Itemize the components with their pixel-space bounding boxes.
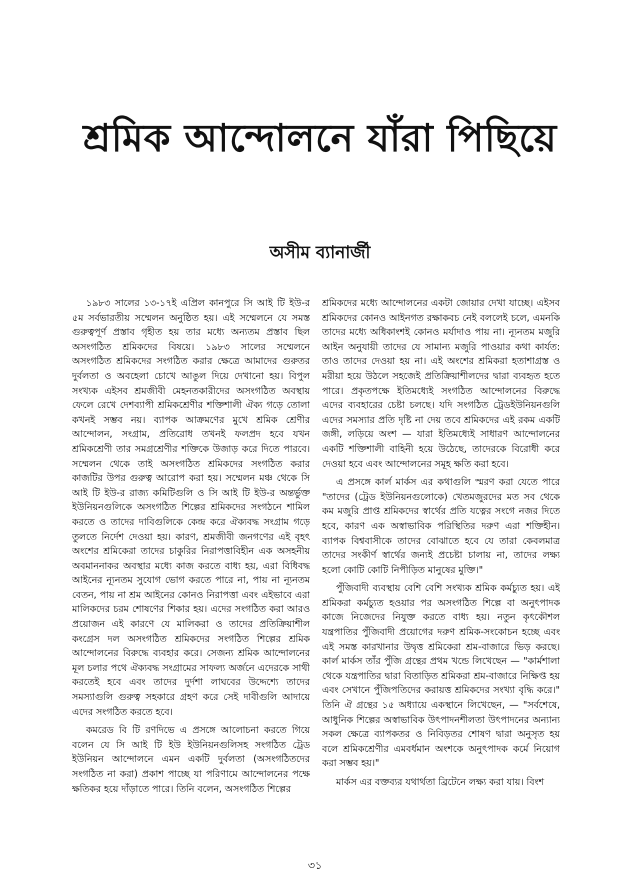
article-title: শ্রমিক আন্দোলনে যাঁরা পিছিয়ে (83, 115, 557, 160)
paragraph: এ প্রসঙ্গে কার্ল মার্কস এর কথাগুলি স্মরণ করা যেতে পারে "তাদের (ট্রেড ইউনিয়নগুলোকে) খেতমজুরদের মত সব থেকে কম মজুরি প্রাপ্ত শ্রমিকদের স্বার্থের প্রতি যত্নের সংগে নজর দিতে হবে, কারণ এক অস্বাভাবিক পরিস্থিতির দরুণ এরা শক্তিহীন।ব্যাপক বিশ্ববাসীকে তাদের বোঝাতে হবে যে তারা কেবলমাত্র তাদের সংকীর্ণ স্বার্থের জন্যই প্রচেষ্টা চালায় না, তাদের লক্ষ্য হলো কোটি কোটি নিপীড়িত মানুষের মুক্তি।" (322, 477, 560, 576)
page-number: ৩১ (307, 859, 323, 872)
article-title-block (70, 103, 570, 179)
paragraph: পুঁজিবাদী ব্যবস্থায় বেশি বেশি সংখ্যক শ্রমিক কর্মচ্যুত হয়। এই শ্রমিকরা কর্মচ্যুত হওয়ার পর অসংগঠিত শিল্পে বা অনুৎপাদক কাজে নিজেদের নিযুক্ত করতে বাধ্য হয়। নতুন কৃৎকৌশল যন্ত্রপাতির পুঁজিবাদী প্রয়োগের দরুণ শ্রমিক-সংকোচন হচ্ছে এবং এই সমস্ত কারখানার উদ্বৃত্ত শ্রমিকেরা শ্রম-বাজারে ভিড় করছে। কার্ল মার্কস তাঁর পুঁজি গ্রন্থের প্রথম খন্ডে লিখেছেন — "কার্মশালা থেকে যন্ত্রপাতির দ্বারা বিতাড়িত শ্রমিকরা শ্রম-বাজারে নিক্ষিপ্ত হয় এবং সেখানে পুঁজিপতিদের করায়ত্ত শ্রমিকদের সংখ্যা বৃদ্ধি করে।" তিনি ঐ গ্রন্থের ১৫ অধ্যায়ে একস্থানে লিখেছেন, — "সর্বশেষে, আধুনিক শিল্পের অস্বাভাবিক উৎপাদনশীলতা উৎপাদনের অন্যান্য সকল ক্ষেত্রে ব্যাপকতর ও নিবিড়তর শোষণ দ্বারা অনুসৃত হয় বলে শ্রমিকশ্রেণীর এমবর্ধমান অংশকে অনুৎপাদক কর্মে নিয়োগ করা সম্ভব হয়।" (322, 583, 560, 770)
author-byline-block (170, 239, 470, 269)
article-body (72, 297, 560, 849)
paragraph: ১৯৮৩ সালের ১৩-১৭ই এপ্রিল কানপুরে সি আই টি ইউ-র ৫ম সর্বভারতীয় সম্মেলন অনুষ্ঠিত হয়। এই সম্মেলনে যে সমস্ত গুরুত্বপূর্ণ প্রস্তাব গৃহীত হয় তার মধ্যে অন্যতম প্রস্তাব ছিল অসংগঠিত শ্রমিকদের বিষয়ে। ১৯৮৩ সালের সম্মেলনে অসংগঠিত শ্রমিকদের সংগঠিত করার ক্ষেত্রে আমাদের গুরুতর দুর্বলতা ও অবহেলা চোখে আঙুল দিয়ে দেখানো হয়। বিপুল সংখ্যক এইসব শ্রমজীবী মেহনতকারীদের অসংগঠিত অবস্থায় ফেলে রেখে দেশব্যাপী শ্রমিকশ্রেণীর শক্তিশালী ঐক্য গড়ে তোলা কখনই সম্ভব নয়। ব্যাপক আক্রমণের মুখে শ্রমিক শ্রেণীর আন্দোলন, সংগ্রাম, প্রতিরোধ তখনই ফলপ্রদ হবে যখন শ্রমিকশ্রেণী তার সমগ্রশ্রেণীর শক্তিকে উজাড় করে দিতে পারবে। সম্মেলন থেকে তাই অসংগঠিত শ্রমিকদের সংগঠিত করার কাজটির উপর গুরুত্ব আরোপ করা হয়। সম্মেলন মঞ্চ থেকে সি আই টি ইউ-র রাজ্য কমিটিগুলি ও সি আই টি ইউ-র অন্তর্ভুক্ত ইউনিয়নগুলিকে অসংগঠিত শিল্পের শ্রমিকদের সংগঠনে শামিল করতে ও তাদের দাবিগুলিকে কেন্দ্র করে ঐক্যবদ্ধ সংগ্রাম গড়ে তুলতে নির্দেশ দেওয়া হয়। কারণ, শ্রমজীবী জনগণের এই বৃহৎ অংশের শ্রমিকেরা তাদের চাকুরির নিরাপত্তাবিহীন এক অসহনীয় অবমাননাকর অবস্থার মধ্যে কাজ করতে বাধ্য হয়, এরা বিধিবদ্ধ আইনের ন্যূনতম সুযোগ ভোগ করতে পারে না, পায় না ন্যূনতম বেতন, পায় না শ্রম আইনের কোনও নিরাপত্তা এবং এইভাবে এরা মালিকদের চরম শোষণের শিকার হয়। এদের সংগঠিত করা আরও প্রয়োজন এই কারণে যে মালিকরা ও তাদের প্রতিক্রিয়াশীল কংগ্রেস দল অসংগঠিত শ্রমিকদের সংগঠিত শিল্পের শ্রমিক আন্দোলনের বিরুদ্ধে ব্যবহার করে। সেজন্য শ্রমিক আন্দোলনের মূল চলার পথে ঐক্যবদ্ধ সংগ্রামের সাফল্য অর্জনে এদেরকে সাথী করতেই হবে এবং তাদের দুর্দশা লাঘবের উদ্দেশ্যে তাদের সমস্যাগুলি গুরুত্ব সহকারে গ্রহণ করে সেই দাবীগুলি আদায়ে এদের সংগঠিত করতে হবে। (72, 298, 310, 718)
paragraph: কমরেড বি টি রণদিভে এ প্রসঙ্গে আলোচনা করতে গিয়ে বলেন যে সি আই টি ইউ ইউনিয়নগুলিসহ সংগঠিত ট্রেড ইউনিয়ন আন্দোলনে এমন একটি দুর্বলতা (অসংগঠিতদের সংগঠিত না করা) প্রকাশ পাচ্ছে যা পরিণামে আন্দোলনের পক্ষে ক্ষতিকর হয়ে দাঁড়াতে পারে। তিনি বলেন, অসংগঠিত শিল্পের (72, 725, 310, 795)
paragraph: মার্কস এর বক্তব্যর যথার্থতা ব্রিটেনে লক্ষ্য করা যায়। বিংশ (336, 777, 545, 788)
paragraph: শ্রমিকদের মধ্যে আন্দোলনের একটা জোয়ার দেখা যাচ্ছে। এইসব শ্রমিকদের কোনও আইনগত রক্ষাকবচ নেই বললেই চলে, এমনকি তাদের মধ্যে অধিকাংশই কোনও মর্যাদাও পায় না। ন্যূনতম মজুরি আইন অনুযায়ী তাদের যে সামান্য মজুরি পাওয়ার কথা কার্যত: তাও তাদের দেওয়া হয় না। এই অংশের শ্রমিকরা হতাশাগ্রস্ত ও মরীয়া হয়ে উঠলে সহজেই প্রতিক্রিয়াশীলদের দ্বারা ব্যবহৃত হতে পারে। প্রকৃতপক্ষে ইতিমধ্যেই সংগঠিত আন্দোলনের বিরুদ্ধে এদের ব্যবহারের চেষ্টা চলছে। যদি সংগঠিত ট্রেডইউনিয়নগুলি এদের সমস্যার প্রতি দৃষ্টি না দেয় তবে শ্রমিকদের এই রকম একটি জঙ্গী, লড়িয়ে অংশ — যারা ইতিমধ্যেই সাধারণ আন্দোলনের একটি শক্তিশালী বাহিনী হয়ে উঠেছে, তাদেরকে বিরোধী করে দেওয়া হবে এবং আন্দোলনের সমূহ ক্ষতি করা হবে। (322, 298, 560, 470)
left-column (72, 297, 310, 849)
author-byline: অসীম ব্যানার্জী (269, 243, 371, 263)
right-column (322, 297, 560, 849)
